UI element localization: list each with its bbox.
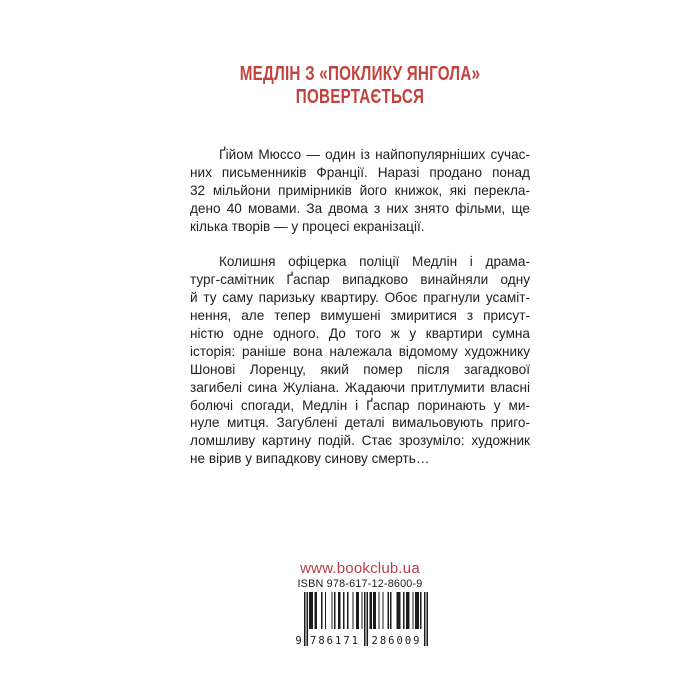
text-line: кілька творів — у процесі екранізації. bbox=[190, 218, 425, 234]
text-line: Ґійом Мюссо — один із найпопулярніших сучас- bbox=[219, 147, 530, 162]
paragraph bbox=[190, 146, 530, 235]
barcode-digits-left: 786171 bbox=[310, 635, 360, 647]
text-line: дено 40 мовами. За двома з них знято фільми, ще bbox=[190, 200, 530, 216]
text-line: загибелі сина Жуліана. Жадаючи притлумити власні bbox=[190, 379, 530, 395]
tagline-line: ПОВЕРТАЄТЬСЯ bbox=[295, 86, 425, 108]
barcode-digit-first: 9 bbox=[295, 635, 302, 647]
text-line: 32 мільйони примірників його книжок, які перекла- bbox=[190, 182, 530, 198]
annotation bbox=[190, 146, 530, 468]
tagline-heading bbox=[190, 63, 530, 109]
text-line: нуле митця. Загублені деталі вимальовують приго- bbox=[190, 415, 530, 431]
text-line: історія: раніше вона належала відомому художнику bbox=[190, 343, 530, 359]
barcode-digits-right: 286009 bbox=[371, 635, 422, 647]
text-line: них письменників Франції. Наразі продано понад bbox=[190, 164, 530, 180]
text-line: Колишня офіцерка поліції Медлін і драма- bbox=[219, 254, 530, 270]
isbn-text: ISBN 978-617-12-8600-9 bbox=[297, 578, 423, 590]
website-url: www.bookclub.ua bbox=[300, 560, 420, 577]
tagline-line: МЕДЛІН З «ПОКЛИКУ ЯНГОЛА» bbox=[239, 63, 481, 85]
text-line: болючі спогади, Медлін і Ґаспар поринають у ми- bbox=[190, 397, 530, 413]
text-line: нення, але тепер вимушені змиритися з присут- bbox=[190, 308, 530, 324]
text-line: Шонові Лоренцу, який помер після загадкової bbox=[190, 361, 530, 377]
text-line: ломшливу картину подій. Стає зрозуміло: художник bbox=[190, 433, 530, 449]
paragraph bbox=[190, 253, 530, 468]
ean13-barcode bbox=[294, 592, 430, 648]
text-line: тург-самітник Ґаспар випадково винайняли одну bbox=[190, 272, 530, 288]
text-line: не вірив у випадкову синову смерть… bbox=[190, 451, 430, 467]
text-line: ністю одне одного. До того ж у квартири сумна bbox=[190, 326, 530, 342]
text-line: й ту саму паризьку квартиру. Обоє прагнули усаміт- bbox=[190, 290, 530, 306]
